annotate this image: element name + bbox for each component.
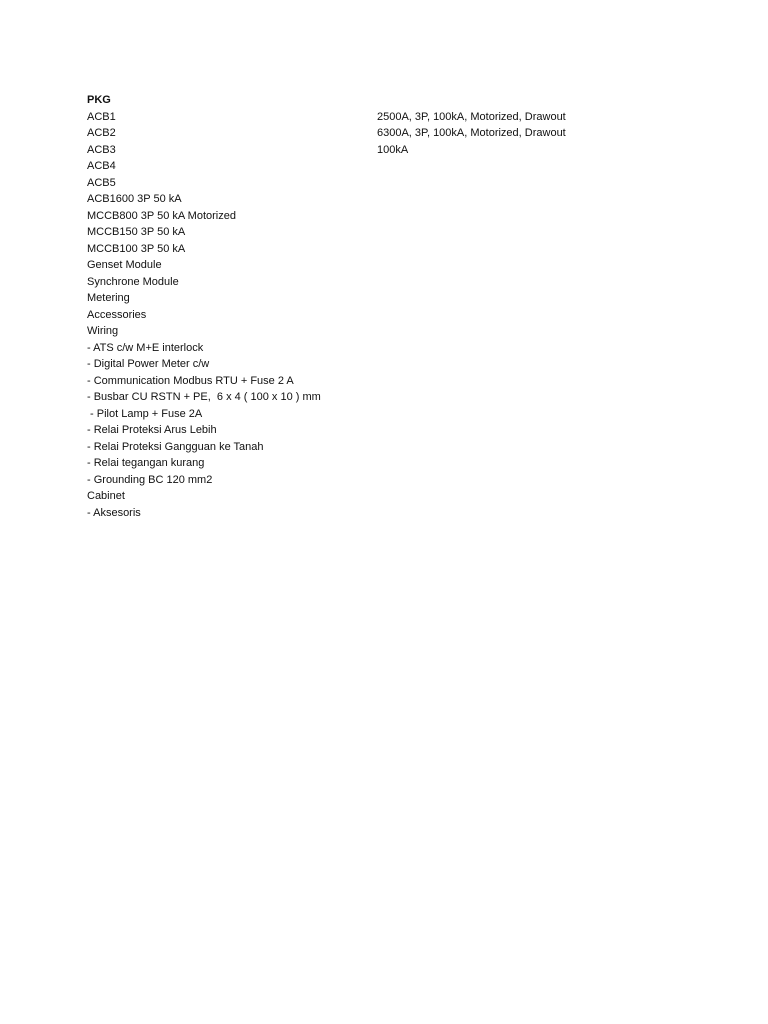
sheet-row [87,191,707,208]
sheet-row [87,175,707,192]
item-name: MCCB100 3P 50 kA [87,242,186,255]
sheet-row [87,340,707,357]
item-name: - Aksesoris [87,506,141,519]
item-name: Cabinet [87,490,125,502]
item-spec [377,356,707,373]
sheet-row [87,92,707,109]
item-spec [377,422,707,439]
sheet-row [87,422,707,439]
item-spec: 2500A, 3P, 100kA, Motorized, Drawout [377,110,566,123]
item-name: ACB1 [87,110,116,123]
sheet-row [87,208,707,225]
item-spec: 100kA [377,143,409,156]
item-spec [377,307,707,324]
item-spec [377,274,707,291]
item-name: Metering [87,292,130,304]
item-spec [377,455,707,472]
item-name: ACB4 [87,160,116,172]
sheet-row [87,125,707,142]
item-spec [377,373,707,390]
sheet-row [87,472,707,489]
sheet-row [87,455,707,472]
item-spec [377,224,707,241]
item-name: - Relai tegangan kurang [87,457,205,469]
sheet-row [87,307,707,324]
item-spec [377,290,707,307]
item-name: - Relai Proteksi Arus Lebih [87,424,217,436]
item-spec [377,472,707,489]
item-name: - Pilot Lamp + Fuse 2A [87,407,203,420]
sheet-row [87,323,707,340]
item-name: - Digital Power Meter c/w [87,358,210,370]
item-spec [377,406,707,423]
item-spec [377,439,707,456]
item-name: PKG [87,94,111,106]
item-spec [377,158,707,175]
item-name: - ATS c/w M+E interlock [87,341,204,354]
item-spec [377,208,707,225]
item-name: MCCB150 3P 50 kA [87,226,186,238]
item-name: - Grounding BC 120 mm2 [87,473,213,486]
sheet-row [87,142,707,159]
sheet-row [87,505,707,522]
spec-sheet [87,92,707,521]
sheet-row [87,389,707,406]
item-spec [377,175,707,192]
sheet-row [87,109,707,126]
item-name: ACB3 [87,143,116,156]
item-name: Accessories [87,308,147,321]
item-name: Wiring [87,325,119,337]
item-spec [377,92,707,109]
item-spec [377,340,707,357]
item-spec: 6300A, 3P, 100kA, Motorized, Drawout [377,127,566,139]
item-spec [377,191,707,208]
sheet-row [87,373,707,390]
item-spec [377,389,707,406]
item-name: - Communication Modbus RTU + Fuse 2 A [87,374,294,387]
item-name: - Busbar CU RSTN + PE, 6 x 4 ( 100 x 10 ) mm [87,391,321,403]
item-name: ACB1600 3P 50 kA [87,193,182,205]
sheet-row [87,241,707,258]
sheet-row [87,257,707,274]
sheet-row [87,439,707,456]
item-name: ACB5 [87,176,116,189]
sheet-row [87,158,707,175]
item-spec [377,257,707,274]
sheet-row [87,274,707,291]
item-spec [377,241,707,258]
sheet-row [87,488,707,505]
item-spec [377,488,707,505]
item-name: - Relai Proteksi Gangguan ke Tanah [87,440,264,453]
item-spec [377,505,707,522]
item-name: Synchrone Module [87,275,179,288]
sheet-row [87,224,707,241]
item-name: MCCB800 3P 50 kA Motorized [87,209,236,222]
sheet-row [87,356,707,373]
item-name: ACB2 [87,127,116,139]
sheet-row [87,406,707,423]
item-spec [377,323,707,340]
item-name: Genset Module [87,259,162,271]
sheet-row [87,290,707,307]
